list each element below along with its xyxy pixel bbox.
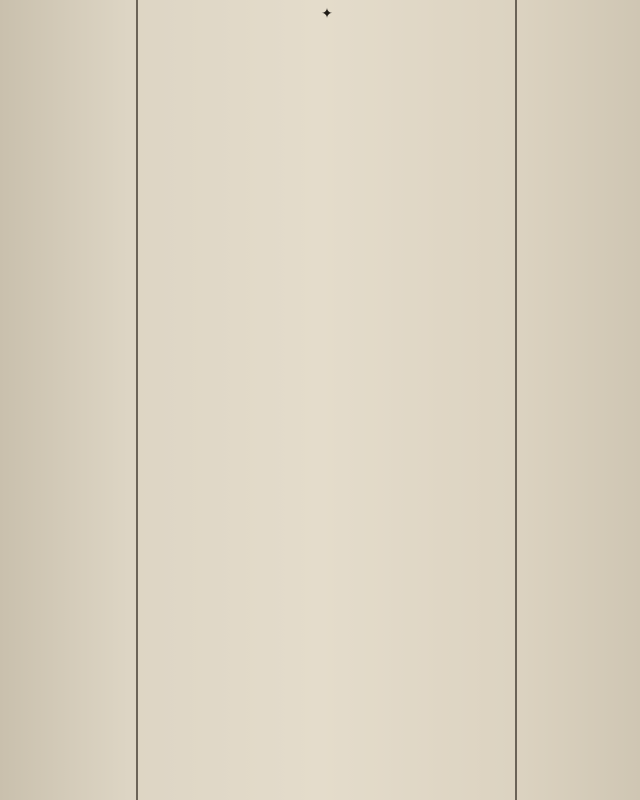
center-column — [142, 0, 512, 800]
right-column — [520, 0, 640, 800]
left-column — [0, 0, 133, 800]
column-rule-left — [136, 0, 138, 800]
ornament-divider: ✦ — [321, 6, 333, 22]
column-rule-right — [515, 0, 517, 800]
